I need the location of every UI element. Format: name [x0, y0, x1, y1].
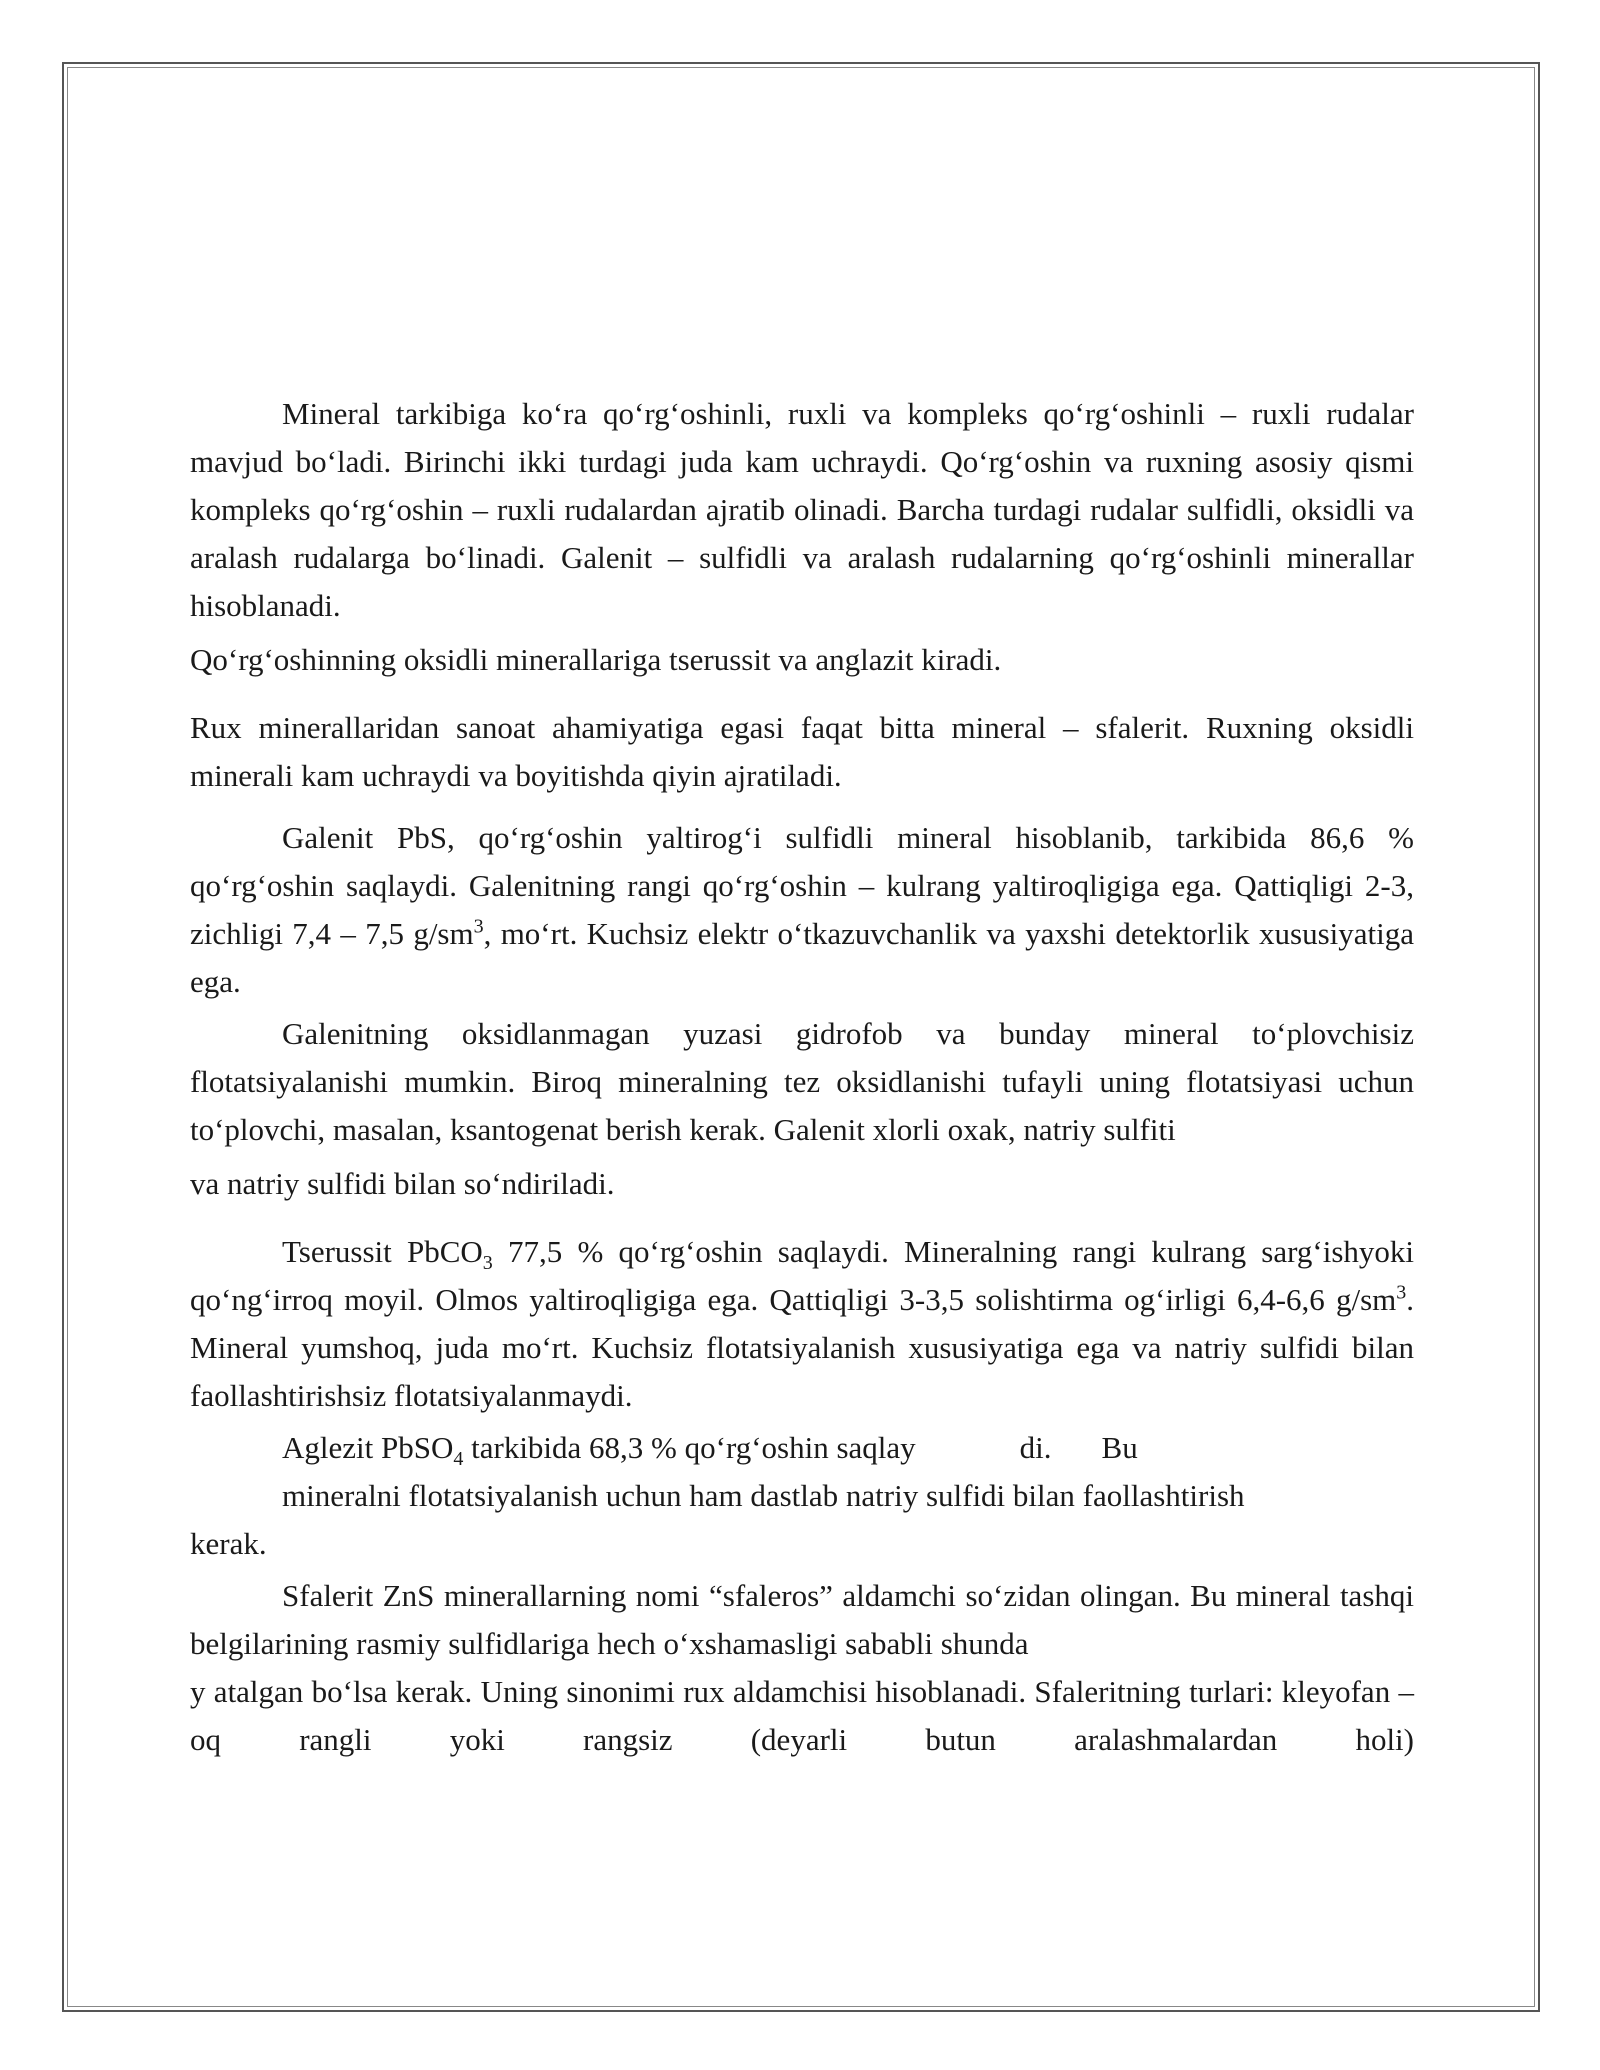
- galena-text-1: Galenit PbS, qo‘rg‘oshin yaltirog‘i sulfidli mineral hisoblanib, tarkibida 86,6 % qo‘rg‘oshin saqlaydi. Galenitning rangi qo‘rg‘oshin – kulrang yaltiroqligiga ega. Qattiqligi 2-3, zichligi 7,4 – 7,5 g/sm: [190, 820, 1414, 951]
- anglesite-text-2: tarkibida 68,3 % qo‘rg‘oshin saqlay: [463, 1430, 916, 1465]
- paragraph-galena-flotation: Galenitning oksidlanmagan yuzasi gidrofob va bunday mineral to‘plovchisiz flotatsiyalanishi mumkin. Biroq mineralning tez oksidlanishi tufayli uning flotatsiyasi uchun to‘plovchi, masalan, ksantogenat berish kerak. Galenit xlorli oxak, natriy sulfiti: [190, 1016, 1414, 1147]
- anglesite-text-4: Bu: [1101, 1430, 1138, 1465]
- paragraph-sphalerite: Sfalerit ZnS minerallarning nomi “sfaleros” aldamchi so‘zidan olingan. Bu mineral tashqi belgilarining rasmiy sulfidlariga hech o‘xshamasligi sababli shunda: [190, 1578, 1414, 1661]
- paragraph-ore-types: Mineral tarkibiga ko‘ra qo‘rg‘oshinli, ruxli va kompleks qo‘rg‘oshinli – ruxli rudalar mavjud bo‘ladi. Birinchi ikki turdagi juda kam uchraydi. Qo‘rg‘oshin va ruxning asosiy qismi kompleks qo‘rg‘oshin – ruxli rudalardan ajratib olinadi. Barcha turdagi rudalar sulfidli, oksidli va aralash rudalarga bo‘linadi. Galenit – sulfidli va aralash rudalarning qo‘rg‘oshinli minerallar hisoblanadi.: [190, 396, 1414, 623]
- galena-superscript: 3: [473, 915, 484, 938]
- paragraph-anglesite-end: kerak.: [190, 1526, 267, 1561]
- paragraph-lead-oxide-minerals: Qo‘rg‘oshinning oksidli minerallariga tserussit va anglazit kiradi.: [190, 642, 1002, 677]
- paragraph-cerussite: [190, 1228, 1414, 1420]
- paragraph-galena: [190, 814, 1414, 1006]
- paragraph-anglesite: [190, 1424, 1414, 1472]
- anglesite-text-3: di.: [1019, 1430, 1052, 1465]
- paragraph-galena-depression: va natriy sulfidi bilan so‘ndiriladi.: [190, 1166, 615, 1201]
- paragraph-zinc-minerals: Rux minerallaridan sanoat ahamiyatiga egasi faqat bitta mineral – sfalerit. Ruxning oksidli minerali kam uchraydi va boyitishda qiyin ajratiladi.: [190, 710, 1414, 793]
- cerussite-superscript: 3: [1396, 1281, 1407, 1304]
- cerussite-text-2: 77,5 % qo‘rg‘oshin saqlaydi. Mineralning rangi kulrang sarg‘ishyoki qo‘ng‘irroq moyil. Olmos yaltiroqligiga ega. Qattiqligi 3-3,5 solishtirma og‘irligi 6,4-6,6 g/sm: [190, 1234, 1415, 1317]
- document-body: [190, 390, 1414, 1764]
- cerussite-subscript: 3: [482, 1252, 493, 1275]
- paragraph-anglesite-activation: mineralni flotatsiyalanish uchun ham dastlab natriy sulfidi bilan faollashtirish: [282, 1478, 1245, 1513]
- cerussite-text-3: . Mineral yumshoq, juda mo‘rt. Kuchsiz flotatsiyalanish xususiyatiga ega va natriy sulfidi bilan faollashtirishsiz flotatsiyalanmaydi.: [190, 1282, 1414, 1413]
- galena-text-2: , mo‘rt. Kuchsiz elektr o‘tkazuvchanlik va yaxshi detektorlik xususiyatiga ega.: [190, 916, 1414, 999]
- cerussite-text-1: Tserussit PbCO: [282, 1234, 483, 1269]
- anglesite-subscript: 4: [453, 1448, 464, 1471]
- anglesite-text-1: Aglezit PbSO: [282, 1430, 454, 1465]
- paragraph-sphalerite-cont: y atalgan bo‘lsa kerak. Uning sinonimi rux aldamchisi hisoblanadi. Sfaleritning turlari: kleyofan – oq rangli yoki rangsiz (deyarli butun aralashmalardan holi): [190, 1674, 1414, 1757]
